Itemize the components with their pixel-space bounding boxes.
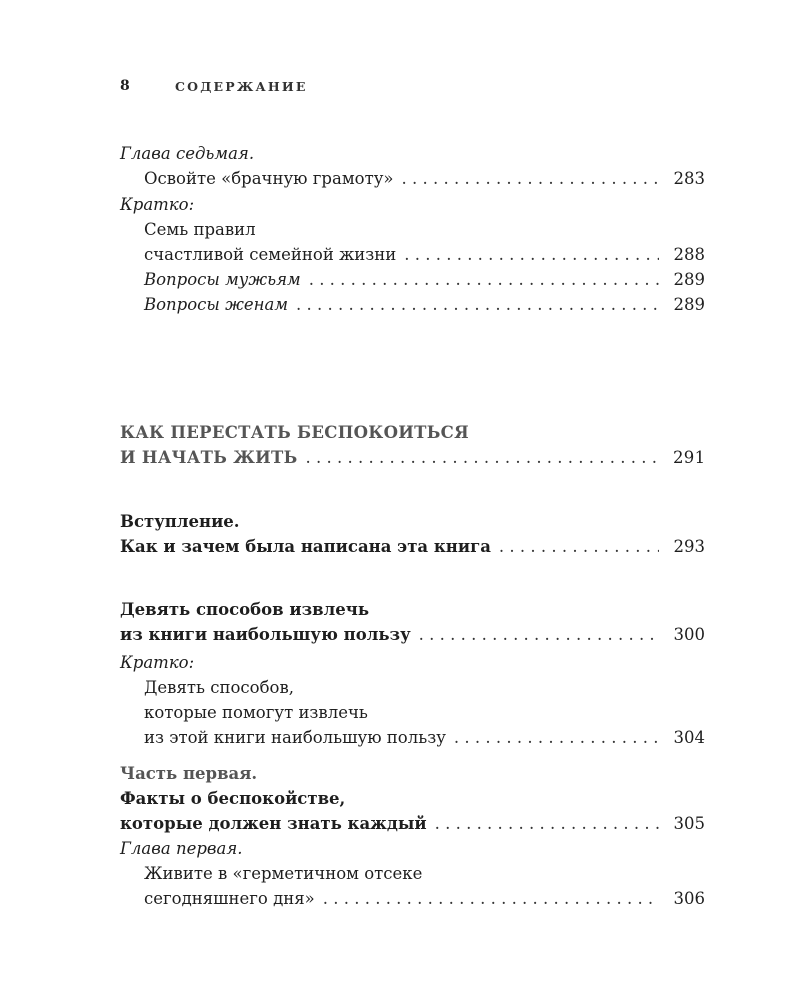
toc-entry: [120, 725, 705, 750]
toc-part-1: [120, 761, 705, 836]
toc-page-number: 289: [673, 295, 705, 314]
dot-leader: [435, 811, 659, 836]
toc-entry-title: И НАЧАТЬ ЖИТЬ: [120, 448, 298, 467]
toc-entry: [120, 622, 705, 647]
toc-entry-title: Освойте «брачную грамоту»: [144, 169, 394, 188]
toc-entry-title: Вопросы женам: [144, 295, 289, 314]
toc-entry: [120, 445, 705, 470]
dot-leader: [419, 622, 659, 647]
toc-entry-title: которые должен знать каждый: [120, 814, 427, 833]
toc-entry-title-line: Девять способов извлечь: [120, 600, 370, 619]
toc-summary-1: [120, 192, 705, 317]
toc-page-number: 288: [673, 245, 705, 264]
toc-entry-title-line: Девять способов,: [144, 678, 294, 697]
toc-chapter-7: [120, 141, 705, 191]
toc-page-number: 300: [673, 625, 705, 644]
toc-page-number: 283: [673, 169, 705, 188]
toc-entry-title-line: которые помогут извлечь: [144, 703, 368, 722]
toc-entry-title: счастливой семейной жизни: [144, 245, 397, 264]
dot-leader: [499, 534, 659, 559]
toc-page-number: 289: [673, 270, 705, 289]
chapter-label: Глава седьмая.: [120, 144, 255, 163]
toc-page-number: 293: [673, 537, 705, 556]
dot-leader: [402, 166, 659, 191]
toc-entry: [120, 267, 705, 292]
running-head: [120, 78, 308, 94]
toc-entry-title: Вопросы мужьям: [144, 270, 301, 289]
toc-entry: [120, 166, 705, 191]
toc-entry-title-line: Живите в «герметичном отсеке: [144, 864, 423, 883]
dot-leader: [306, 445, 659, 470]
running-title: СОДЕРЖАНИЕ: [175, 79, 308, 94]
toc-entry-title: Как и зачем была написана эта книга: [120, 537, 491, 556]
page-number: 8: [120, 78, 130, 94]
dot-leader: [404, 242, 659, 267]
toc-entry: [120, 292, 705, 317]
toc-entry: [120, 242, 705, 267]
summary-label: Кратко:: [120, 653, 195, 672]
toc-introduction: [120, 509, 705, 559]
intro-label: Вступление.: [120, 512, 240, 531]
summary-label: Кратко:: [120, 195, 195, 214]
dot-leader: [323, 886, 659, 911]
part-label: Часть первая.: [120, 764, 258, 783]
chapter-label: Глава первая.: [120, 839, 243, 858]
toc-page-number: 306: [673, 889, 705, 908]
dot-leader: [454, 725, 659, 750]
toc-entry: [120, 886, 705, 911]
toc-page-number: 304: [673, 728, 705, 747]
dot-leader: [296, 292, 659, 317]
toc-book-title: [120, 420, 705, 470]
toc-entry-title-line: Семь правил: [144, 220, 256, 239]
toc-nine-ways: [120, 597, 705, 647]
toc-entry-title: сегодняшнего дня»: [144, 889, 315, 908]
toc-summary-2: [120, 650, 705, 750]
toc-page-number: 305: [673, 814, 705, 833]
toc-entry: [120, 811, 705, 836]
book-title-line: КАК ПЕРЕСТАТЬ БЕСПОКОИТЬСЯ: [120, 423, 469, 442]
toc-page-number: 291: [673, 448, 706, 467]
toc-entry: [120, 534, 705, 559]
toc-chapter-1: [120, 836, 705, 911]
toc-entry-title-line: Факты о беспокойстве,: [120, 789, 346, 808]
toc-entry-title: из книги наибольшую пользу: [120, 625, 411, 644]
dot-leader: [309, 267, 659, 292]
toc-entry-title: из этой книги наибольшую пользу: [144, 728, 446, 747]
